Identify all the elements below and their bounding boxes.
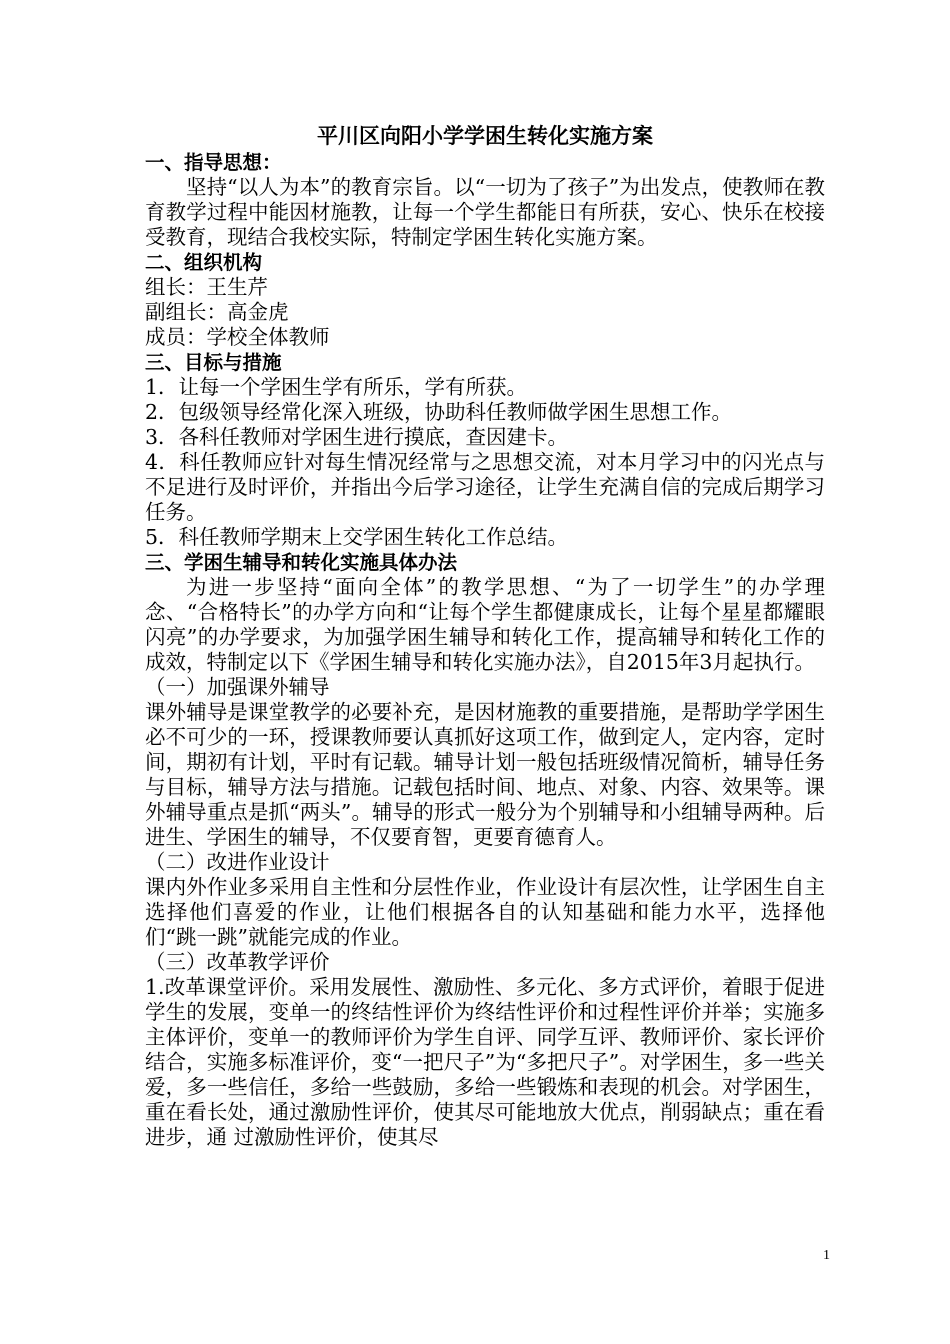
subsection-heading-tutoring: （一）加强课外辅导	[145, 675, 330, 699]
section-heading-methods: 三、学困生辅导和转化实施具体办法	[145, 551, 458, 574]
subsection-heading-evaluation: （三）改革教学评价	[145, 950, 330, 974]
paragraph-tutoring: 课外辅导是课堂教学的必要补充，是因材施教的重要措施，是帮助学学困生必不可少的一环，授课教师要认真抓好这项工作，做到定人，定内容，定时间，期初有计划，平时有记载。辅导计划一般包括班级情况简析，辅导任务与目标，辅导方法与措施。记载包括时间、地点、对象、内容、效果等。课外辅导重点是抓“两头”。辅导的形式一般分为个别辅导和小组辅导两种。后进生、学困生的辅导，不仅要育智，更要育德育人。	[145, 700, 825, 849]
goal-item-5: 5．科任教师学期末上交学困生转化工作总结。	[145, 525, 569, 549]
goal-item-1: 1．让每一个学困生学有所乐，学有所获。	[145, 375, 528, 399]
paragraph-homework: 课内外作业多采用自主性和分层性作业，作业设计有层次性，让学困生自主选择他们喜爱的作业，让他们根据各自的认知基础和能力水平，选择他们“跳一跳”就能完成的作业。	[145, 875, 825, 949]
section-heading-organization: 二、组织机构	[145, 251, 263, 274]
goal-item-3: 3．各科任教师对学困生进行摸底，查因建卡。	[145, 425, 569, 449]
paragraph-methods-intro: 为进一步坚持“面向全体”的教学思想、“为了一切学生”的办学理念、“合格特长”的办学方向和“让每个学生都健康成长，让每个星星都耀眼闪亮”的办学要求，为加强学困生辅导和转化工作，提高辅导和转化工作的成效，特制定以下《学困生辅导和转化实施办法》，自2015年3月起执行。	[145, 575, 825, 674]
document-page	[145, 122, 825, 1150]
org-deputy: 副组长：高金虎	[145, 300, 289, 324]
section-heading-guiding-thought: 一、指导思想：	[145, 151, 282, 174]
document-title: 平川区向阳小学学困生转化实施方案	[317, 124, 653, 148]
section-heading-goals: 三、目标与措施	[145, 351, 282, 374]
subsection-heading-homework: （二）改进作业设计	[145, 850, 330, 874]
org-members: 成员：学校全体教师	[145, 325, 330, 349]
org-leader: 组长：王生芹	[145, 275, 268, 299]
goal-item-2: 2．包级领导经常化深入班级，协助科任教师做学困生思想工作。	[145, 400, 733, 424]
page-number: 1	[823, 1248, 830, 1263]
paragraph-guiding-thought: 坚持“以人为本”的教育宗旨。以“一切为了孩子”为出发点，使教师在教育教学过程中能因材施教，让每一个学生都能日有所获，安心、快乐在校接受教育，现结合我校实际，特制定学困生转化实施方案。	[145, 175, 825, 249]
goal-item-4: 4．科任教师应针对每生情况经常与之思想交流，对本月学习中的闪光点与不足进行及时评价，并指出今后学习途径，让学生充满自信的完成后期学习任务。	[145, 450, 825, 524]
paragraph-evaluation: 1.改革课堂评价。采用发展性、激励性、多元化、多方式评价，着眼于促进学生的发展，变单一的终结性评价为终结性评价和过程性评价并举；实施多主体评价，变单一的教师评价为学生自评、同学互评、教师评价、家长评价结合，实施多标准评价，变“一把尺子”为“多把尺子”。对学困生，多一些关爱，多一些信任，多给一些鼓励，多给一些锻炼和表现的机会。对学困生，重在看长处，通过激励性评价，使其尽可能地放大优点，削弱缺点；重在看进步，通 过激励性评价，使其尽	[145, 975, 825, 1149]
